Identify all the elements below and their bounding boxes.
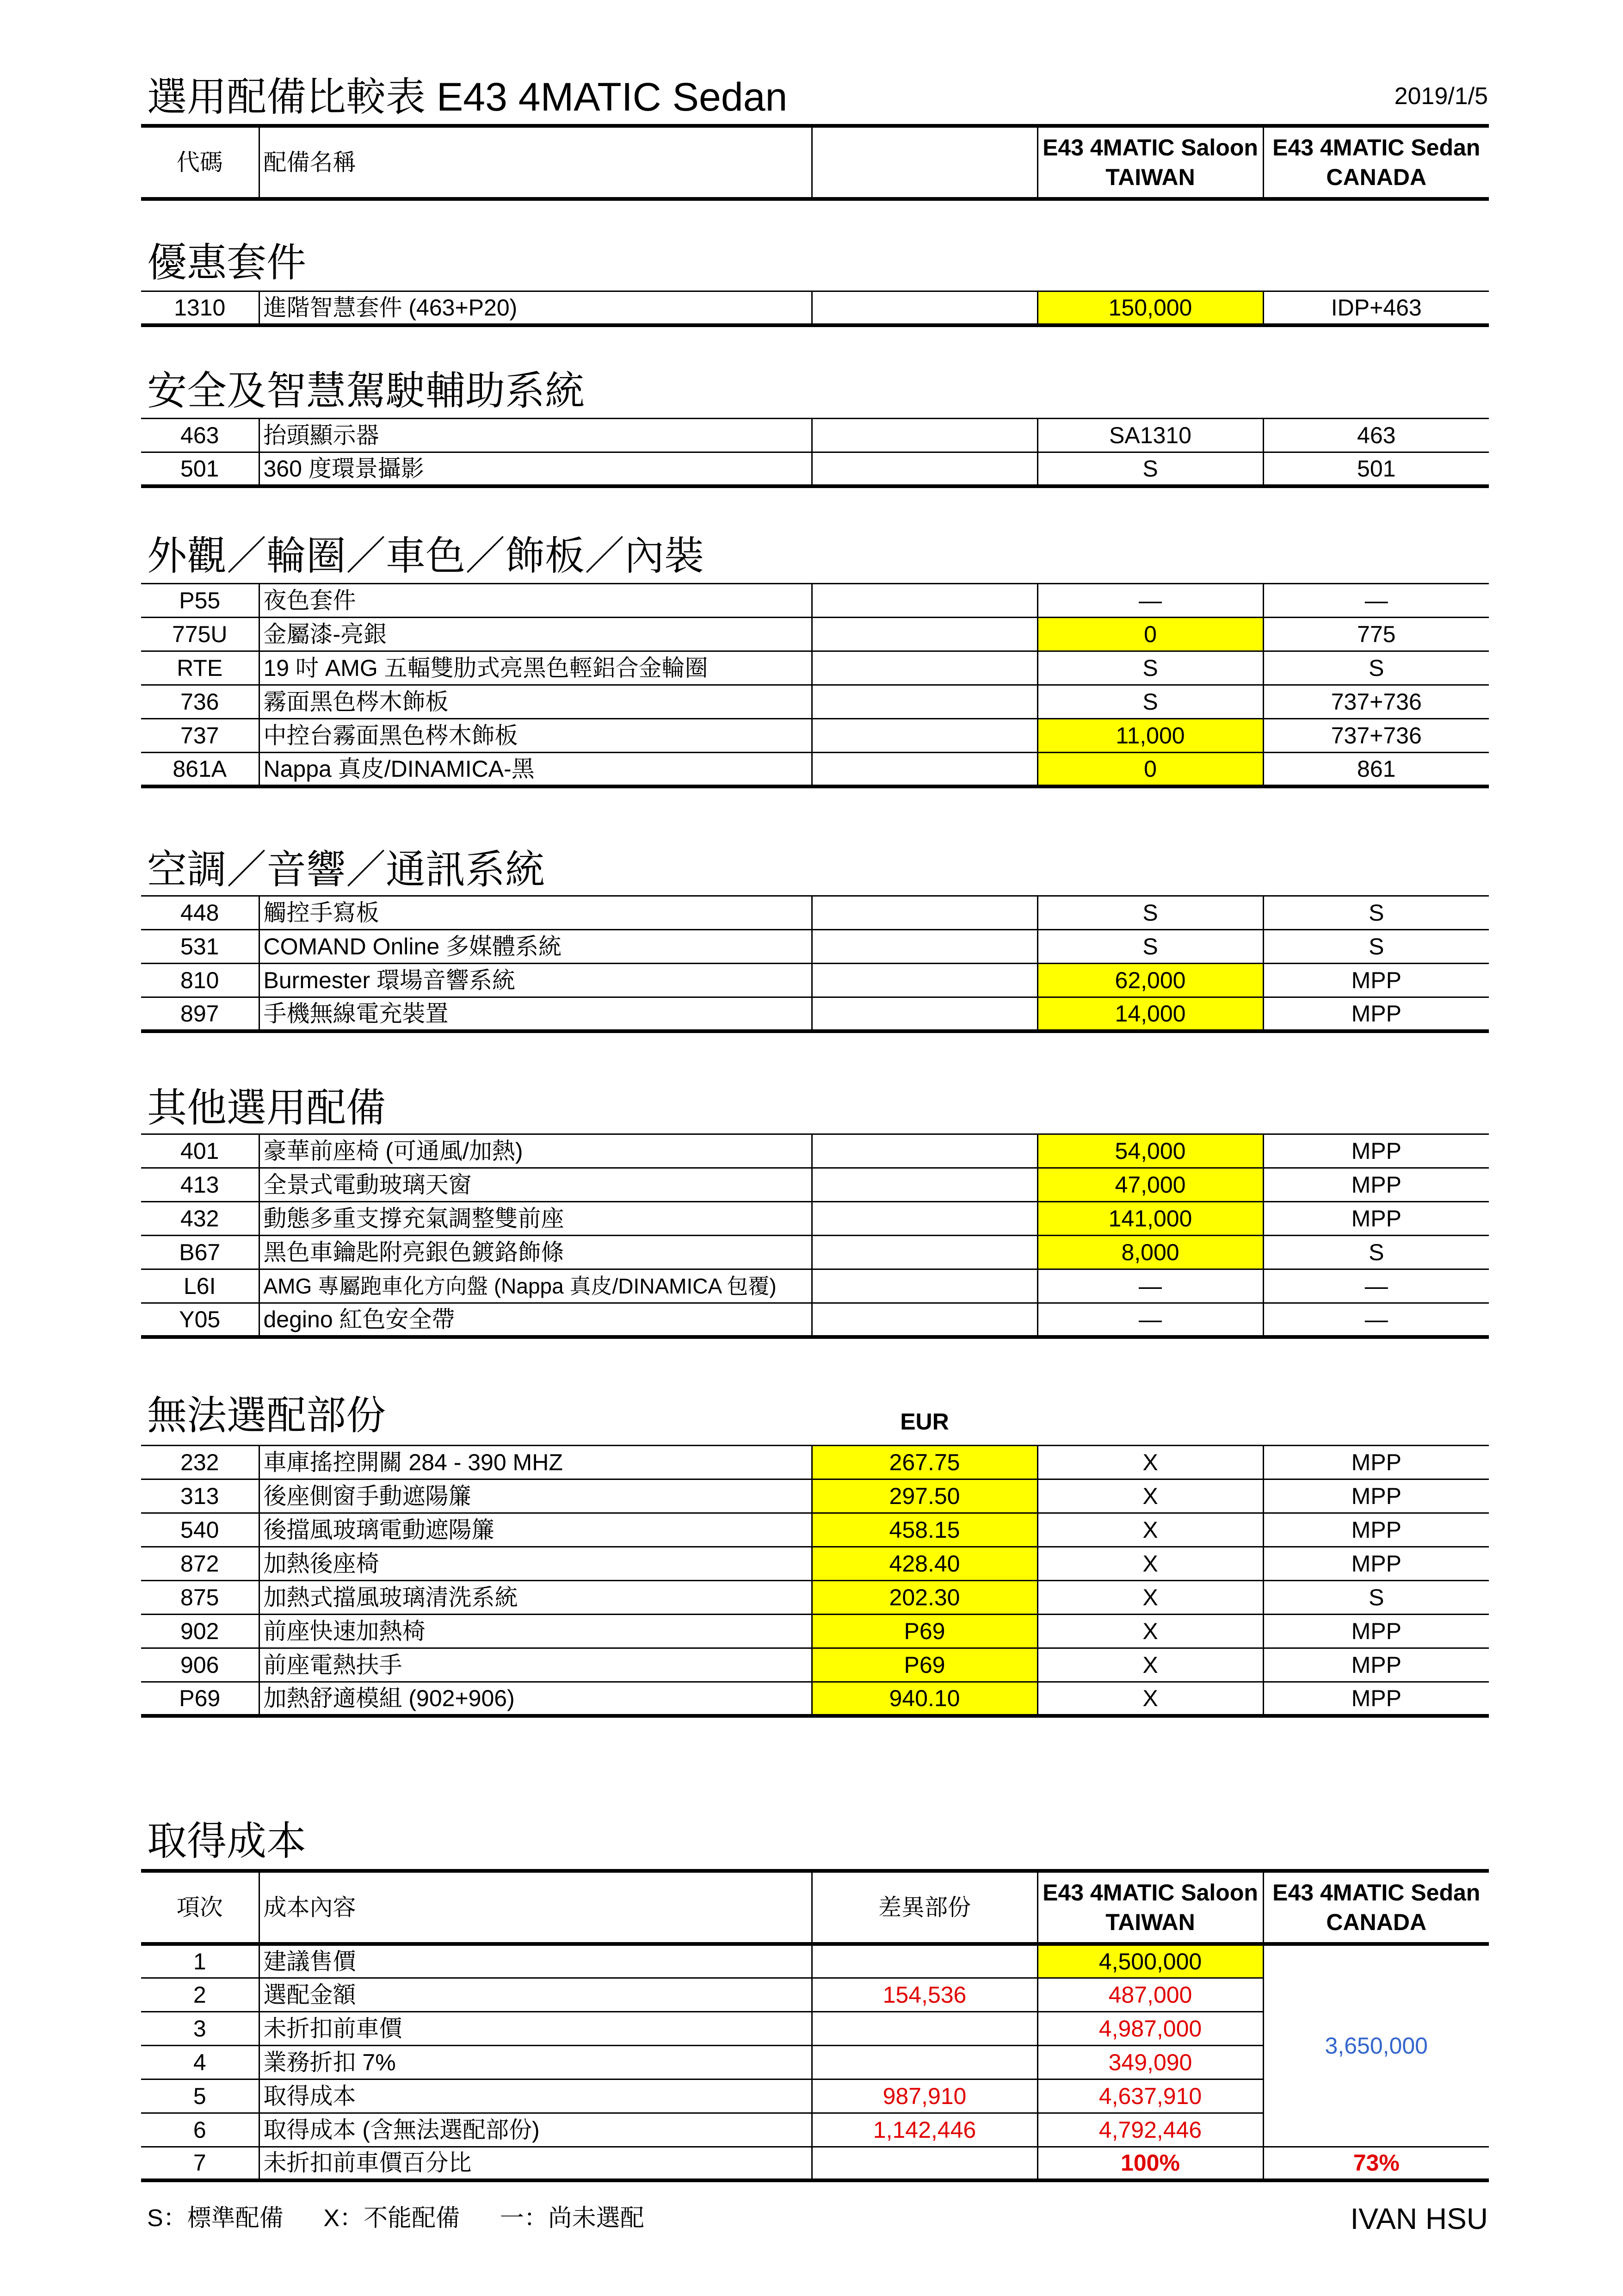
option-taiwan-value: — [1037,1269,1263,1303]
option-taiwan-value: 0 [1037,618,1263,651]
option-name: Burmester 環場音響系統 [259,964,812,997]
table-row [141,1202,1489,1236]
option-taiwan-value: X [1037,1581,1263,1615]
option-taiwan-value: 62,000 [1037,964,1263,997]
options-header-table [141,124,1489,201]
table-row [141,2147,1489,2180]
option-code: 897 [141,997,259,1031]
option-canada-value: S [1263,896,1489,930]
cost-item-diff: 154,536 [812,1978,1037,2011]
option-taiwan-value: 8,000 [1037,1236,1263,1269]
option-name: 動態多重支撐充氣調整雙前座 [259,1202,812,1236]
option-name: COMAND Online 多媒體系統 [259,930,812,964]
cost-item-diff [812,2011,1037,2045]
option-name: 抬頭顯示器 [259,419,812,452]
cost-header-diff: 差異部份 [812,1871,1037,1944]
section-title-exterior: 外觀／輪圈／車色／飾板／內裝 [147,534,704,578]
option-canada-value: 861 [1263,753,1489,786]
option-name: Nappa 真皮/DINAMICA-黑 [259,753,812,786]
header-name: 配備名稱 [259,126,812,199]
footer-legend [147,2204,644,2232]
option-code: RTE [141,651,259,685]
option-canada-value: MPP [1263,1648,1489,1682]
legend-not-selected: 一：尚未選配 [500,2205,644,2232]
table-row [141,651,1489,685]
option-taiwan-value: S [1037,685,1263,719]
legend-standard: S：標準配備 [147,2205,284,2232]
cost-header-row [141,1871,1489,1944]
section-title-other: 其他選用配備 [147,1086,386,1130]
option-canada-value: MPP [1263,1479,1489,1513]
option-code: 810 [141,964,259,997]
cost-item-taiwan: 4,637,910 [1037,2079,1263,2113]
option-name: 中控台霧面黑色梣木飾板 [259,719,812,753]
cost-item-taiwan: 4,792,446 [1037,2113,1263,2147]
table-row [141,618,1489,651]
option-code: 737 [141,719,259,753]
option-code: 861A [141,753,259,786]
option-code: P55 [141,584,259,618]
option-eur-price [812,1134,1037,1168]
option-canada-value: MPP [1263,1615,1489,1648]
option-canada-value: IDP+463 [1263,291,1489,325]
option-canada-value: — [1263,1269,1489,1303]
option-canada-value: S [1263,651,1489,685]
table-row [141,452,1489,486]
option-name: 前座電熱扶手 [259,1648,812,1682]
option-taiwan-value: X [1037,1615,1263,1648]
option-eur-price [812,584,1037,618]
table-row [141,584,1489,618]
option-eur-price [812,618,1037,651]
section-table [141,291,1489,327]
option-code: 413 [141,1168,259,1202]
option-canada-value: MPP [1263,1547,1489,1581]
cost-item-diff [812,1944,1037,1978]
table-row [141,719,1489,753]
section-title-promo: 優惠套件 [147,241,306,285]
eur-column-label: EUR [900,1409,949,1435]
option-code: L6I [141,1269,259,1303]
header-col3 [812,126,1037,199]
option-name: 全景式電動玻璃天窗 [259,1168,812,1202]
table-row [141,1682,1489,1716]
option-taiwan-value: X [1037,1513,1263,1547]
option-canada-value: S [1263,930,1489,964]
option-taiwan-value: 14,000 [1037,997,1263,1031]
cost-canada-percent: 73% [1263,2147,1489,2180]
option-code: 531 [141,930,259,964]
option-eur-price: 428.40 [812,1547,1037,1581]
section-title-cost: 取得成本 [147,1819,306,1863]
option-eur-price [812,1303,1037,1337]
option-eur-price: 458.15 [812,1513,1037,1547]
table-row [141,291,1489,325]
cost-item-content: 選配金額 [259,1978,812,2011]
option-eur-price [812,896,1037,930]
option-name: 加熱舒適模組 (902+906) [259,1682,812,1716]
option-eur-price [812,997,1037,1031]
header-row [141,126,1489,199]
table-row [141,1547,1489,1581]
table-row [141,1513,1489,1547]
cost-item-taiwan: 4,500,000 [1037,1944,1263,1978]
option-code: 872 [141,1547,259,1581]
header-canada: E43 4MATIC Sedan CANADA [1263,126,1489,199]
option-eur-price [812,291,1037,325]
table-row [141,1134,1489,1168]
option-code: 902 [141,1615,259,1648]
table-row [141,896,1489,930]
option-name: 加熱後座椅 [259,1547,812,1581]
table-row [141,930,1489,964]
option-eur-price [812,753,1037,786]
table-row [141,1269,1489,1303]
option-taiwan-value: 47,000 [1037,1168,1263,1202]
option-eur-price [812,419,1037,452]
footer-author: IVAN HSU [1350,2202,1488,2235]
option-name: 手機無線電充裝置 [259,997,812,1031]
cost-item-diff: 987,910 [812,2079,1037,2113]
option-taiwan-value: — [1037,584,1263,618]
table-row [141,419,1489,452]
cost-header-content: 成本內容 [259,1871,812,1944]
option-taiwan-value: S [1037,930,1263,964]
option-canada-value: MPP [1263,1446,1489,1479]
option-canada-value: 737+736 [1263,719,1489,753]
option-canada-value: S [1263,1236,1489,1269]
option-canada-value: 463 [1263,419,1489,452]
option-eur-price [812,964,1037,997]
option-eur-price [812,1168,1037,1202]
option-canada-value: MPP [1263,964,1489,997]
section-title-safety: 安全及智慧駕駛輔助系統 [147,369,585,413]
option-taiwan-value: 150,000 [1037,291,1263,325]
header-code: 代碼 [141,126,259,199]
cost-item-taiwan: 349,090 [1037,2045,1263,2079]
option-taiwan-value: X [1037,1479,1263,1513]
option-canada-value: MPP [1263,1202,1489,1236]
option-canada-value: 737+736 [1263,685,1489,719]
option-eur-price: 940.10 [812,1682,1037,1716]
option-code: 313 [141,1479,259,1513]
option-code: 463 [141,419,259,452]
option-eur-price [812,452,1037,486]
section-table [141,583,1489,788]
option-eur-price [812,1269,1037,1303]
option-canada-value: MPP [1263,997,1489,1031]
option-name: 加熱式擋風玻璃清洗系統 [259,1581,812,1615]
cost-item-content: 建議售價 [259,1944,812,1978]
option-taiwan-value: X [1037,1446,1263,1479]
section-table [141,1133,1489,1339]
option-taiwan-value: S [1037,896,1263,930]
option-canada-value: 501 [1263,452,1489,486]
option-name: 霧面黑色梣木飾板 [259,685,812,719]
header-taiwan: E43 4MATIC Saloon TAIWAN [1037,126,1263,199]
option-canada-value: MPP [1263,1513,1489,1547]
page-date: 2019/1/5 [1394,83,1488,110]
cost-item-taiwan: 4,987,000 [1037,2011,1263,2045]
option-taiwan-value: 54,000 [1037,1134,1263,1168]
cost-item-diff [812,2147,1037,2180]
section-title-unavailable: 無法選配部份 [147,1393,386,1438]
option-canada-value: MPP [1263,1682,1489,1716]
option-eur-price [812,1202,1037,1236]
option-code: 232 [141,1446,259,1479]
option-code: 1310 [141,291,259,325]
option-canada-value: 775 [1263,618,1489,651]
option-name: degino 紅色安全帶 [259,1303,812,1337]
option-name: 後擋風玻璃電動遮陽簾 [259,1513,812,1547]
option-eur-price [812,719,1037,753]
cost-item-content: 取得成本 [259,2079,812,2113]
table-row [141,1236,1489,1269]
page-title: 選用配備比較表 E43 4MATIC Sedan [147,75,788,119]
option-code: 448 [141,896,259,930]
cost-item-content: 業務折扣 7% [259,2045,812,2079]
option-eur-price [812,1236,1037,1269]
section-table [141,418,1489,488]
cost-header-canada: E43 4MATIC Sedan CANADA [1263,1871,1489,1944]
option-name: AMG 專屬跑車化方向盤 (Nappa 真皮/DINAMICA 包覆) [259,1269,812,1303]
section-title-audio: 空調／音響／通訊系統 [147,848,545,892]
option-eur-price [812,685,1037,719]
cost-header-item: 項次 [141,1871,259,1944]
option-name: 後座側窗手動遮陽簾 [259,1479,812,1513]
option-name: 黑色車鑰匙附亮銀色鍍鉻飾條 [259,1236,812,1269]
option-code: 875 [141,1581,259,1615]
option-name: 進階智慧套件 (463+P20) [259,291,812,325]
option-code: 775U [141,618,259,651]
option-canada-value: — [1263,1303,1489,1337]
option-eur-price: 202.30 [812,1581,1037,1615]
option-code: 432 [141,1202,259,1236]
option-canada-value: — [1263,584,1489,618]
option-canada-value: MPP [1263,1134,1489,1168]
table-row [141,964,1489,997]
option-taiwan-value: S [1037,651,1263,685]
cost-item-content: 取得成本 (含無法選配部份) [259,2113,812,2147]
cost-item-diff [812,2045,1037,2079]
cost-item-taiwan: 487,000 [1037,1978,1263,2011]
table-row [141,1615,1489,1648]
option-code: 501 [141,452,259,486]
option-taiwan-value: S [1037,452,1263,486]
cost-item-number: 4 [141,2045,259,2079]
cost-item-number: 7 [141,2147,259,2180]
cost-item-taiwan: 100% [1037,2147,1263,2180]
cost-table [141,1869,1489,2182]
option-name: 觸控手寫板 [259,896,812,930]
cost-item-diff: 1,142,446 [812,2113,1037,2147]
option-name: 夜色套件 [259,584,812,618]
option-taiwan-value: X [1037,1648,1263,1682]
option-taiwan-value: X [1037,1547,1263,1581]
table-row [141,1168,1489,1202]
cost-item-content: 未折扣前車價百分比 [259,2147,812,2180]
option-eur-price [812,651,1037,685]
table-row [141,1479,1489,1513]
cost-item-number: 5 [141,2079,259,2113]
option-name: 19 吋 AMG 五輻雙肋式亮黑色輕鋁合金輪圈 [259,651,812,685]
option-eur-price [812,930,1037,964]
table-row [141,1303,1489,1337]
cost-item-number: 3 [141,2011,259,2045]
section-table [141,1445,1489,1718]
option-taiwan-value: X [1037,1682,1263,1716]
option-taiwan-value: 11,000 [1037,719,1263,753]
option-eur-price: 297.50 [812,1479,1037,1513]
option-name: 車庫搖控開關 284 - 390 MHZ [259,1446,812,1479]
option-eur-price: 267.75 [812,1446,1037,1479]
option-code: 401 [141,1134,259,1168]
cost-item-content: 未折扣前車價 [259,2011,812,2045]
table-row [141,1648,1489,1682]
cost-item-number: 6 [141,2113,259,2147]
legend-not-available: X：不能配備 [323,2205,460,2232]
option-taiwan-value: — [1037,1303,1263,1337]
table-row [141,1581,1489,1615]
option-taiwan-value: 141,000 [1037,1202,1263,1236]
option-taiwan-value: SA1310 [1037,419,1263,452]
option-eur-price: P69 [812,1648,1037,1682]
cost-header-taiwan: E43 4MATIC Saloon TAIWAN [1037,1871,1263,1944]
option-code: 736 [141,685,259,719]
option-code: 906 [141,1648,259,1682]
cost-item-number: 1 [141,1944,259,1978]
option-canada-value: S [1263,1581,1489,1615]
cost-item-number: 2 [141,1978,259,2011]
section-table [141,895,1489,1033]
table-row [141,753,1489,786]
option-name: 前座快速加熱椅 [259,1615,812,1648]
option-name: 豪華前座椅 (可通風/加熱) [259,1134,812,1168]
option-code: Y05 [141,1303,259,1337]
option-canada-value: MPP [1263,1168,1489,1202]
option-code: P69 [141,1682,259,1716]
table-row [141,1944,1489,1978]
option-code: 540 [141,1513,259,1547]
table-row [141,1446,1489,1479]
option-name: 金屬漆-亮銀 [259,618,812,651]
option-name: 360 度環景攝影 [259,452,812,486]
option-code: B67 [141,1236,259,1269]
table-row [141,997,1489,1031]
option-eur-price: P69 [812,1615,1037,1648]
table-row [141,685,1489,719]
cost-canada-value: 3,650,000 [1263,1944,1489,2147]
option-taiwan-value: 0 [1037,753,1263,786]
